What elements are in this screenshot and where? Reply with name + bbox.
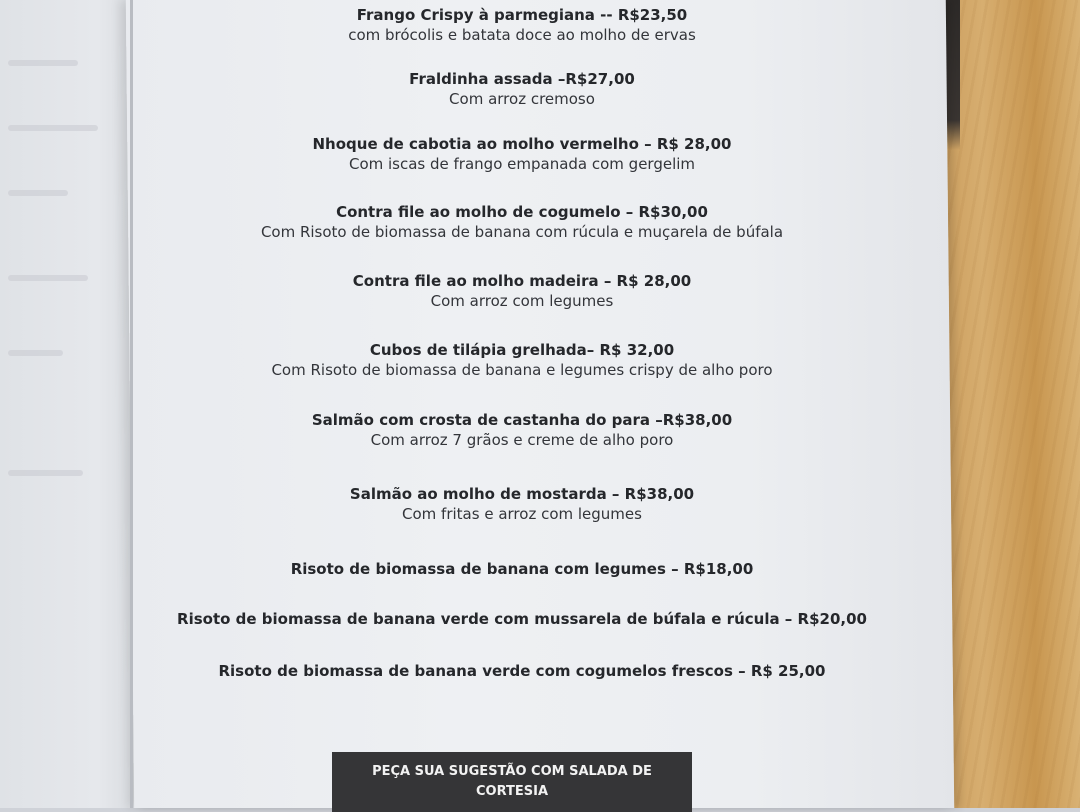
banner-line-1: PEÇA SUA SUGESTÃO COM SALADA DE [372, 764, 652, 779]
dish-name: Salmão com crosta de castanha do para –R$38,00 [311, 411, 733, 429]
dish-description: Com arroz 7 grãos e creme de alho poro [370, 431, 674, 449]
menu-item [132, 340, 912, 380]
menu-item [132, 69, 912, 109]
menu-item [132, 410, 912, 450]
dish-name: Risoto de biomassa de banana verde com cogumelos frescos – R$ 25,00 [218, 662, 826, 680]
dish-name: Salmão ao molho de mostarda – R$38,00 [349, 485, 695, 503]
menu-item [132, 661, 912, 681]
sheet-edge [130, 0, 133, 808]
menu-item [132, 559, 912, 579]
menu-item [132, 609, 912, 629]
dish-name: Cubos de tilápia grelhada– R$ 32,00 [369, 341, 675, 359]
banner-line-2: CORTESIA [475, 784, 549, 799]
dish-name: Nhoque de cabotia ao molho vermelho – R$ 28,00 [312, 135, 732, 153]
menu-item [132, 271, 912, 311]
suggestion-banner [332, 752, 692, 812]
dish-name: Contra file ao molho madeira – R$ 28,00 [352, 272, 692, 290]
menu-item [132, 202, 912, 242]
dish-description: Com fritas e arroz com legumes [402, 505, 642, 523]
menu-item [132, 134, 912, 174]
menu-sheet [126, 0, 954, 808]
menu-item [132, 484, 912, 524]
dish-name: Risoto de biomassa de banana verde com mussarela de búfala e rúcula – R$20,00 [177, 610, 867, 628]
dish-description: Com Risoto de biomassa de banana com rúcula e muçarela de búfala [260, 223, 784, 241]
dish-name: Risoto de biomassa de banana com legumes – R$18,00 [290, 560, 754, 578]
dish-name: Frango Crispy à parmegiana -- R$23,50 [356, 6, 688, 24]
dish-description: com brócolis e batata doce ao molho de ervas [348, 26, 696, 44]
dish-name: Fraldinha assada –R$27,00 [409, 70, 635, 88]
dish-description: Com arroz cremoso [449, 90, 595, 108]
dish-description: Com iscas de frango empanada com gergelim [348, 155, 696, 173]
menu-item [132, 5, 912, 45]
dish-name: Contra file ao molho de cogumelo – R$30,00 [336, 203, 708, 221]
underlying-page [0, 0, 140, 808]
dish-description: Com arroz com legumes [430, 292, 614, 310]
dish-description: Com Risoto de biomassa de banana e legumes crispy de alho poro [271, 361, 773, 379]
